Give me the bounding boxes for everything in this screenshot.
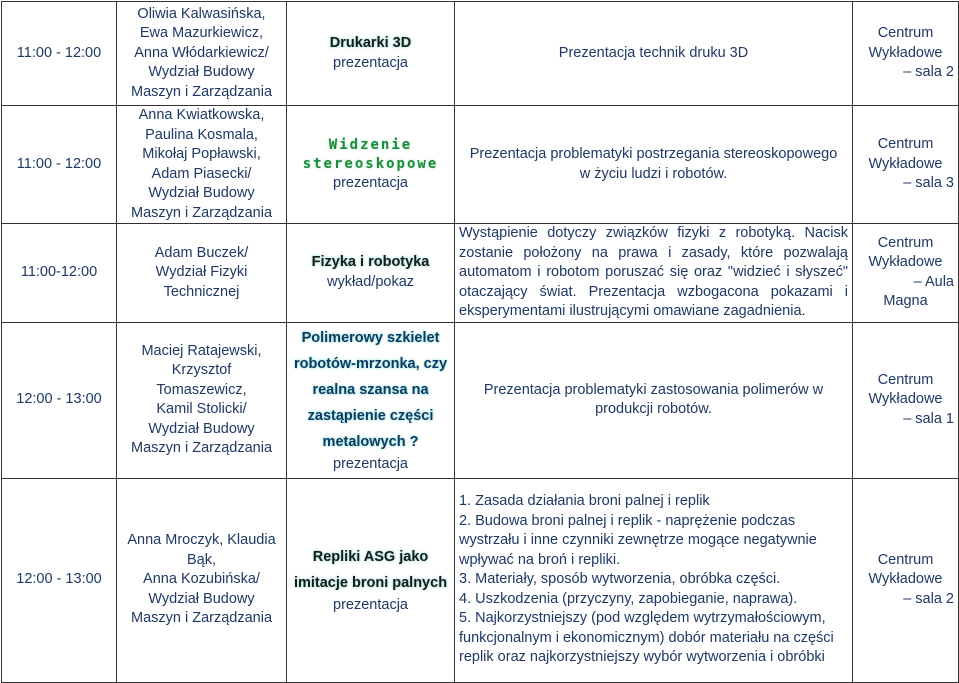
place-line: Wykładowe — [868, 155, 943, 172]
table-row — [2, 322, 959, 478]
speaker-line: Maszyn i Zarządzania — [130, 610, 273, 627]
speakers-cell — [117, 322, 287, 478]
description-item: 4. Uszkodzenia (przyczyny, zapobieganie, naprawa). — [459, 590, 798, 607]
place-line: – sala 2 — [903, 590, 954, 607]
title-cell — [287, 2, 455, 106]
event-kind: prezentacja — [333, 456, 408, 473]
speaker-line: Maszyn i Zarządzania — [130, 83, 273, 100]
event-title: realna szansa na — [312, 382, 429, 399]
speaker-line: Anna Mroczyk, Klaudia — [127, 532, 276, 549]
table-row — [2, 2, 959, 106]
speakers-cell — [117, 224, 287, 323]
place-line: Wykładowe — [868, 254, 943, 271]
time-cell: 12:00 - 13:00 — [2, 322, 117, 478]
table-row — [2, 478, 959, 682]
time-cell: 11:00-12:00 — [2, 224, 117, 323]
event-kind: prezentacja — [333, 174, 408, 191]
speaker-line: Oliwia Kalwasińska, — [137, 5, 266, 22]
place-cell — [853, 106, 959, 224]
speaker-line: Maszyn i Zarządzania — [130, 204, 273, 221]
description-line: w życiu ludzi i robotów. — [579, 165, 728, 182]
time-cell: 12:00 - 13:00 — [2, 478, 117, 682]
event-title: metalowych ? — [322, 434, 419, 451]
place-line: Centrum — [877, 136, 934, 153]
description-cell — [455, 2, 853, 106]
event-title: robotów-mrzonka, czy — [293, 356, 448, 373]
event-title: Fizyka i robotyka — [311, 254, 430, 271]
description-text: Wystąpienie dotyczy związków fizyki z robotyką. Nacisk zostanie położony na prawa i zasady, które pozwalają automatom i robotom poruszać się oraz "widzieć i słyszeć" otaczający świat. Prezentacja wzbogacona pokazami i eksperymentami ilustrującymi omawiane zagadnienia. — [459, 225, 848, 319]
description-item: 2. Budowa broni palnej i replik - naprężenie podczas wystrzału i inne czynniki zewnętrze mogące negatywnie wpływać na broń i repliki. — [459, 512, 817, 568]
description-line: Prezentacja technik druku 3D — [558, 44, 749, 61]
event-kind: prezentacja — [333, 597, 408, 614]
time-cell: 11:00 - 12:00 — [2, 2, 117, 106]
description-item: 5. Najkorzystniejszy (pod względem wytrzymałościowym, funkcjonalnym i ekonomicznym) dobór materiału na części replik oraz najkorzystniejszy wybór wytworzenia i obróbki — [459, 610, 834, 666]
description-cell — [455, 106, 853, 224]
place-line: Centrum — [877, 25, 934, 42]
place-line: Wykładowe — [868, 44, 943, 61]
description-line: Prezentacja problematyki zastosowania polimerów w — [483, 381, 824, 398]
speaker-line: Anna Kwiatkowska, — [138, 107, 265, 123]
speaker-line: Bąk, — [186, 551, 216, 568]
event-title: stereoskopowe — [302, 155, 439, 172]
title-cell — [287, 106, 455, 224]
speaker-line: Wydział Budowy — [148, 590, 255, 607]
speaker-line: Mikołaj Popławski, — [142, 146, 261, 162]
place-line: Magna — [883, 293, 928, 310]
title-cell — [287, 322, 455, 478]
speaker-line: Adam Buczek/ — [154, 244, 249, 261]
event-title: Polimerowy szkielet — [301, 330, 440, 347]
event-title: Drukarki 3D — [329, 35, 412, 51]
place-line: Wykładowe — [868, 571, 943, 588]
place-line: Centrum — [877, 551, 934, 568]
place-line: Wykładowe — [868, 391, 943, 408]
table-row — [2, 224, 959, 323]
place-cell — [853, 224, 959, 323]
event-kind: prezentacja — [333, 54, 408, 71]
speaker-line: Technicznej — [163, 283, 240, 300]
event-title: Repliki ASG jako — [312, 549, 429, 566]
schedule-table — [1, 1, 959, 683]
description-cell — [455, 478, 853, 682]
speaker-line: Anna Kozubińska/ — [143, 571, 260, 588]
speaker-line: Tomaszewicz, — [156, 381, 247, 398]
speakers-cell — [117, 478, 287, 682]
speaker-line: Wydział Budowy — [148, 420, 255, 437]
place-line: – sala 2 — [903, 64, 954, 81]
event-title: imitacje broni palnych — [293, 575, 448, 592]
description-cell — [455, 224, 853, 323]
speaker-line: Krzysztof — [171, 362, 232, 378]
place-line: Centrum — [877, 234, 934, 251]
speaker-line: Anna Włódarkiewicz/ — [134, 44, 269, 61]
speaker-line: Wydział Fizyki — [155, 264, 248, 280]
place-cell — [853, 322, 959, 478]
place-line: – sala 3 — [903, 175, 954, 192]
description-item: 3. Materiały, sposób wytworzenia, obróbka części. — [459, 571, 781, 588]
place-cell — [853, 478, 959, 682]
description-line: Prezentacja problematyki postrzegania stereoskopowego — [469, 146, 838, 162]
description-line: produkcji robotów. — [595, 401, 712, 417]
place-line: – sala 1 — [903, 410, 954, 427]
speaker-line: Wydział Budowy — [148, 64, 255, 81]
description-cell — [455, 322, 853, 478]
speaker-line: Kamil Stolicki/ — [156, 401, 247, 417]
time-cell: 11:00 - 12:00 — [2, 106, 117, 224]
speaker-line: Ewa Mazurkiewicz, — [139, 25, 264, 42]
title-cell — [287, 224, 455, 323]
speakers-cell — [117, 2, 287, 106]
speaker-line: Adam Piasecki/ — [151, 165, 252, 182]
speaker-line: Wydział Budowy — [148, 185, 255, 201]
event-title: zastąpienie części — [307, 408, 434, 425]
place-line: Centrum — [877, 371, 934, 388]
table-row — [2, 106, 959, 224]
speaker-line: Paulina Kosmala, — [145, 126, 258, 143]
place-line: – Aula — [913, 273, 954, 290]
event-kind: wykład/pokaz — [326, 273, 415, 290]
speaker-line: Maciej Ratajewski, — [141, 342, 262, 359]
speakers-cell — [117, 106, 287, 224]
speaker-line: Maszyn i Zarządzania — [130, 440, 273, 456]
title-cell — [287, 478, 455, 682]
place-cell — [853, 2, 959, 106]
description-item: 1. Zasada działania broni palnej i replik — [459, 493, 710, 510]
event-title: Widzenie — [328, 136, 413, 153]
